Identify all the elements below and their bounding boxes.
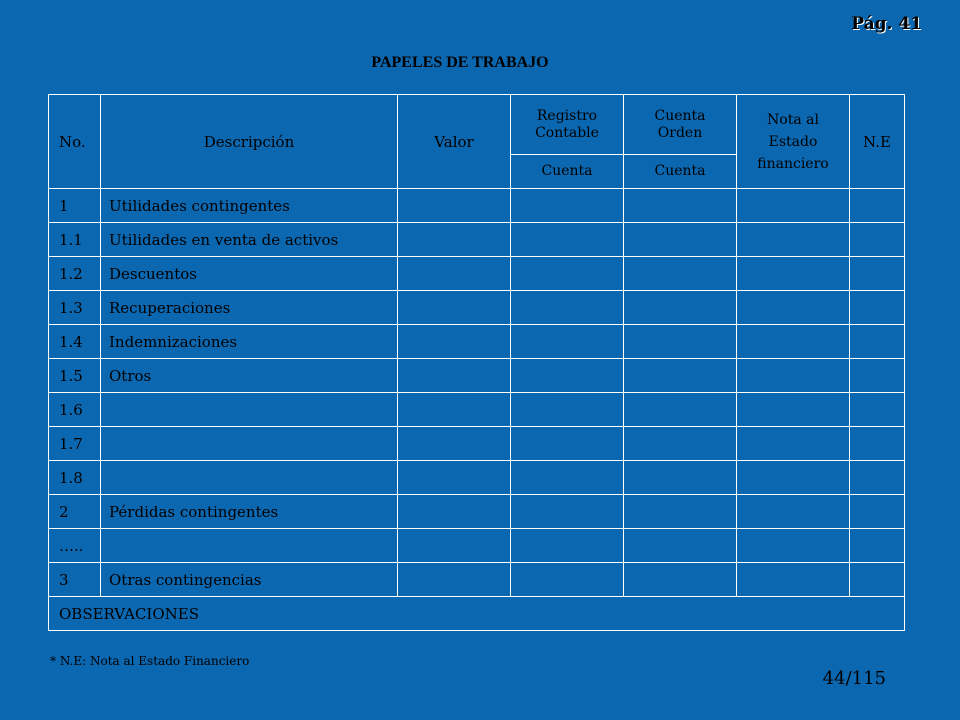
cuenta-orden-cell [624, 563, 737, 597]
ne-cell [850, 461, 905, 495]
nota-estado-cell [737, 393, 850, 427]
registro-contable-cell [511, 495, 624, 529]
header-descripcion: Descripción [101, 95, 398, 189]
table-row [49, 359, 905, 393]
row-description: Recuperaciones [101, 291, 398, 325]
subheader-cuenta-orden: Cuenta [624, 155, 737, 189]
table-row [49, 223, 905, 257]
registro-contable-cell [511, 427, 624, 461]
table-row [49, 563, 905, 597]
nota-estado-cell [737, 359, 850, 393]
slide-counter: 44/115 [822, 668, 886, 689]
nota-estado-cell [737, 427, 850, 461]
ne-cell [850, 291, 905, 325]
table-row [49, 393, 905, 427]
valor-cell [398, 189, 511, 223]
row-number: 2 [49, 495, 101, 529]
subheader-cuenta-registro: Cuenta [511, 155, 624, 189]
header-cuenta-orden: Cuenta Orden [624, 95, 737, 155]
table-row [49, 189, 905, 223]
nota-estado-cell [737, 325, 850, 359]
cuenta-orden-cell [624, 393, 737, 427]
valor-cell [398, 223, 511, 257]
valor-cell [398, 461, 511, 495]
registro-contable-cell [511, 325, 624, 359]
nota-estado-cell [737, 529, 850, 563]
nota-estado-cell [737, 495, 850, 529]
cuenta-orden-cell [624, 495, 737, 529]
row-number: 1.2 [49, 257, 101, 291]
row-number: ….. [49, 529, 101, 563]
ne-cell [850, 359, 905, 393]
working-papers-table [48, 94, 905, 631]
registro-contable-cell [511, 257, 624, 291]
table-row [49, 529, 905, 563]
row-description: Otras contingencias [101, 563, 398, 597]
ne-cell [850, 427, 905, 461]
cuenta-orden-cell [624, 461, 737, 495]
row-number: 1.1 [49, 223, 101, 257]
row-description: Otros [101, 359, 398, 393]
cuenta-orden-cell [624, 359, 737, 393]
cuenta-orden-cell [624, 529, 737, 563]
ne-cell [850, 257, 905, 291]
row-description [101, 393, 398, 427]
table-row [49, 427, 905, 461]
valor-cell [398, 529, 511, 563]
row-number: 3 [49, 563, 101, 597]
row-number: 1 [49, 189, 101, 223]
registro-contable-cell [511, 223, 624, 257]
row-description [101, 461, 398, 495]
ne-cell [850, 223, 905, 257]
table-row [49, 291, 905, 325]
row-number: 1.5 [49, 359, 101, 393]
row-description: Utilidades contingentes [101, 189, 398, 223]
valor-cell [398, 359, 511, 393]
row-description [101, 529, 398, 563]
row-number: 1.3 [49, 291, 101, 325]
ne-cell [850, 495, 905, 529]
registro-contable-cell [511, 563, 624, 597]
registro-contable-cell [511, 291, 624, 325]
ne-cell [850, 189, 905, 223]
ne-cell [850, 563, 905, 597]
nota-estado-cell [737, 461, 850, 495]
registro-contable-cell [511, 461, 624, 495]
row-description: Indemnizaciones [101, 325, 398, 359]
row-number: 1.4 [49, 325, 101, 359]
table-row [49, 325, 905, 359]
registro-contable-cell [511, 529, 624, 563]
observaciones-row: OBSERVACIONES [49, 597, 905, 631]
nota-estado-cell [737, 291, 850, 325]
header-nota-estado: Nota al Estado financiero [737, 95, 850, 189]
header-valor: Valor [398, 95, 511, 189]
valor-cell [398, 257, 511, 291]
header-no: No. [49, 95, 101, 189]
valor-cell [398, 563, 511, 597]
cuenta-orden-cell [624, 223, 737, 257]
cuenta-orden-cell [624, 427, 737, 461]
nota-estado-cell [737, 257, 850, 291]
cuenta-orden-cell [624, 257, 737, 291]
row-description [101, 427, 398, 461]
ne-cell [850, 529, 905, 563]
valor-cell [398, 393, 511, 427]
nota-estado-cell [737, 563, 850, 597]
valor-cell [398, 325, 511, 359]
registro-contable-cell [511, 189, 624, 223]
header-registro-contable: Registro Contable [511, 95, 624, 155]
cuenta-orden-cell [624, 325, 737, 359]
row-number: 1.8 [49, 461, 101, 495]
ne-cell [850, 393, 905, 427]
row-description: Utilidades en venta de activos [101, 223, 398, 257]
valor-cell [398, 495, 511, 529]
cuenta-orden-cell [624, 291, 737, 325]
ne-cell [850, 325, 905, 359]
table-row [49, 461, 905, 495]
header-ne: N.E [850, 95, 905, 189]
table-row [49, 257, 905, 291]
valor-cell [398, 291, 511, 325]
footnote: * N.E: Nota al Estado Financiero [50, 654, 250, 668]
row-description: Pérdidas contingentes [101, 495, 398, 529]
document-title: PAPELES DE TRABAJO [371, 54, 549, 71]
nota-estado-cell [737, 223, 850, 257]
row-number: 1.7 [49, 427, 101, 461]
valor-cell [398, 427, 511, 461]
row-description: Descuentos [101, 257, 398, 291]
cuenta-orden-cell [624, 189, 737, 223]
page-label: Pág. 41 [851, 14, 922, 34]
nota-estado-cell [737, 189, 850, 223]
registro-contable-cell [511, 359, 624, 393]
registro-contable-cell [511, 393, 624, 427]
row-number: 1.6 [49, 393, 101, 427]
table-row [49, 495, 905, 529]
